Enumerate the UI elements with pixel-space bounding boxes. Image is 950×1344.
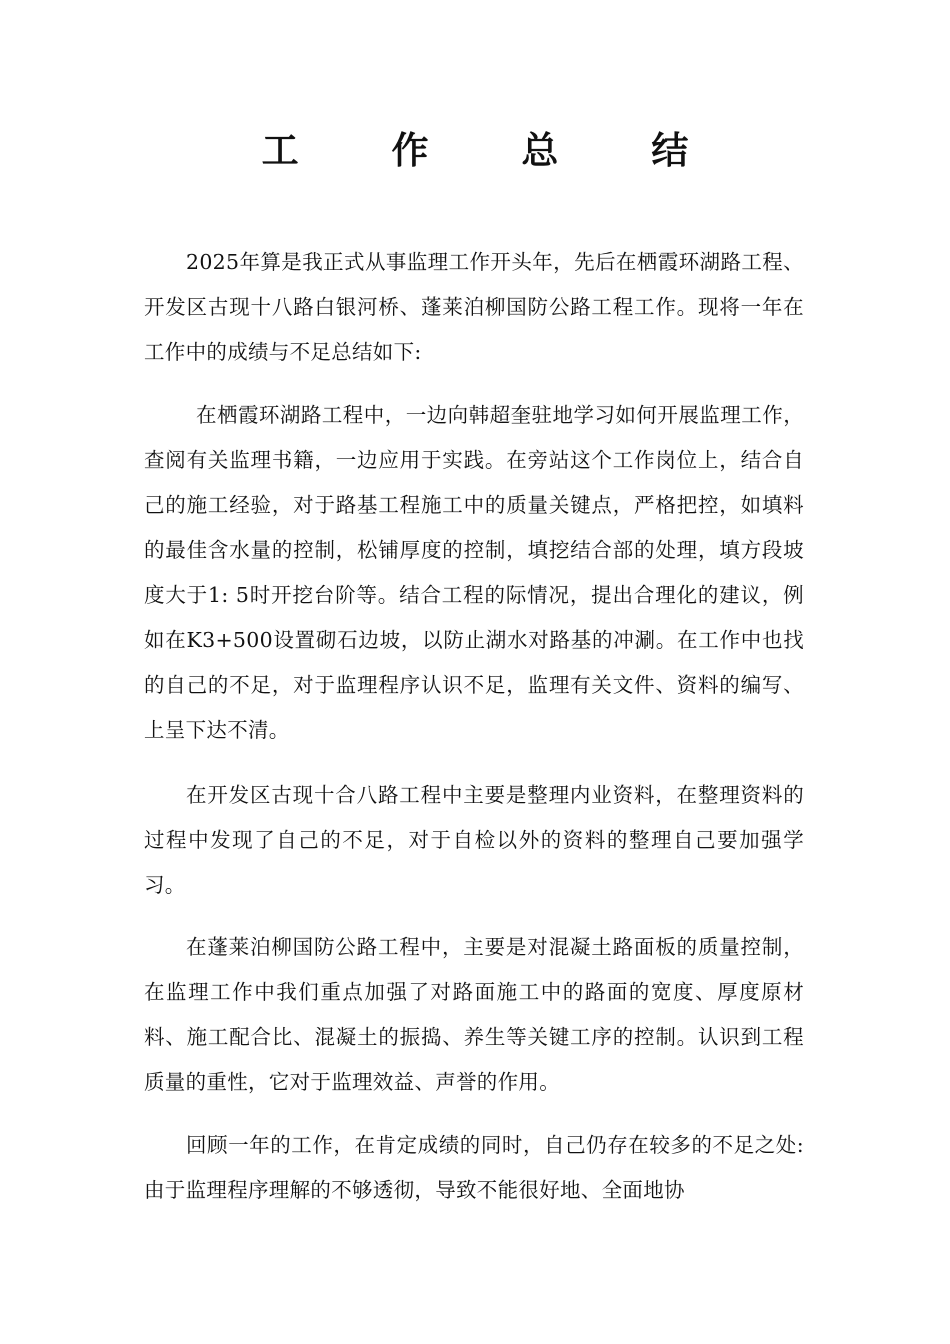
paragraph-intro: 2025年算是我正式从事监理工作开头年，先后在栖霞环湖路工程、开发区古现十八路白银河桥、蓬莱泊柳国防公路工程工作。现将一年在工作中的成绩与不足总结如下: [144, 249, 804, 364]
paragraph-qixia-project: 在栖霞环湖路工程中，一边向韩超奎驻地学习如何开展监理工作，查阅有关监理书籍，一边应用于实践。在旁站这个工作岗位上，结合自己的施工经验，对于路基工程施工中的质量关键点，严格把控，如填料的最佳含水量的控制，松铺厚度的控制，填挖结合部的处理，填方段坡度大于1: 5时开挖台阶等。结合工程的际情况，提出合理化的建议，例如在K3+500设置砌石边坡，以防止湖水对路基的冲涮。在工作中也找的自己的不足，对于监理程序认识不足，监理有关文件、资料的编写、上呈下达不清。 [144, 402, 804, 742]
paragraph-guxian-project: 在开发区古现十合八路工程中主要是整理内业资料，在整理资料的过程中发现了自己的不足，对于自检以外的资料的整理自己要加强学习。 [144, 782, 804, 897]
document-title: 工 作 总 结 [261, 128, 729, 172]
paragraph-review: 回顾一年的工作，在肯定成绩的同时，自己仍存在较多的不足之处: 由于监理程序理解的不够透彻，导致不能很好地、全面地协 [144, 1132, 804, 1202]
paragraph-penglai-project: 在蓬莱泊柳国防公路工程中，主要是对混凝土路面板的质量控制，在监理工作中我们重点加强了对路面施工中的路面的宽度、厚度原材料、施工配合比、混凝土的振捣、养生等关键工序的控制。认识到工程质量的重性，它对于监理效益、声誉的作用。 [144, 934, 804, 1094]
